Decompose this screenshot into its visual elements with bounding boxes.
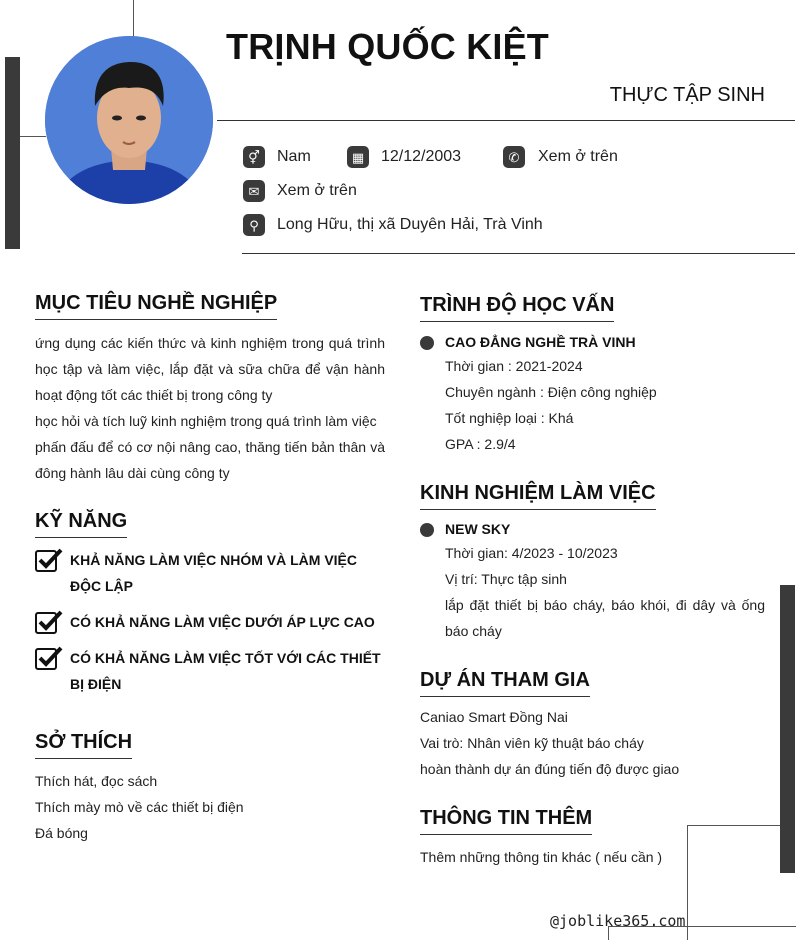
- school-name: CAO ĐẲNG NGHỀ TRÀ VINH: [445, 334, 636, 350]
- left-decor-line: [20, 136, 46, 137]
- hobby-item: Thích hát, đọc sách: [35, 773, 158, 789]
- objective-line: hoạt động tốt các thiết bị trong công ty: [35, 387, 273, 403]
- objective-title: MỤC TIÊU NGHỀ NGHIỆP: [35, 292, 277, 320]
- objective-line: học hỏi và tích luỹ kinh nghiệm trong quá trình làm việc: [35, 413, 377, 429]
- hobbies-list: [35, 768, 385, 846]
- calendar-icon: ▦: [347, 146, 369, 168]
- projects-title: DỰ ÁN THAM GIA: [420, 669, 590, 697]
- education-details: [445, 353, 775, 457]
- birthday-value: 12/12/2003: [381, 148, 462, 165]
- education-detail: GPA : 2.9/4: [445, 436, 516, 452]
- additional-text: Thêm những thông tin khác ( nếu cần ): [420, 849, 663, 865]
- objective-text: [35, 330, 385, 486]
- header-divider: [217, 120, 795, 121]
- experience-description: lắp đặt thiết bị báo cháy, báo khói, đi dây và ống báo cháy: [445, 597, 765, 639]
- hobby-item: Thích mày mò về các thiết bị điện: [35, 799, 244, 815]
- gender-value: Nam: [277, 148, 311, 165]
- gender-icon: ⚥: [243, 146, 265, 168]
- objective-line: ứng dụng các kiến thức và kinh nghiệm trong quá trình: [35, 335, 385, 351]
- check-icon: [35, 548, 63, 572]
- education-detail: Chuyên ngành : Điện công nghiệp: [445, 384, 657, 400]
- project-line: hoàn thành dự án đúng tiến độ được giao: [420, 761, 680, 777]
- bottom-decor-line-h: [687, 825, 780, 826]
- experience-period: Thời gian: 4/2023 - 10/2023: [445, 545, 618, 561]
- company-name: NEW SKY: [445, 521, 511, 537]
- objective-line: đông hành lâu dài cùng công ty: [35, 465, 230, 481]
- experience-title: KINH NGHIỆM LÀM VIỆC: [420, 482, 656, 510]
- address-value: Long Hữu, thị xã Duyên Hải, Trà Vinh: [277, 216, 543, 233]
- check-icon: [35, 646, 63, 670]
- phone-icon: ✆: [503, 146, 525, 168]
- experience-details: [445, 540, 765, 644]
- contact-divider: [242, 253, 795, 254]
- bullet-dot: [420, 523, 434, 537]
- candidate-name: TRỊNH QUỐC KIỆT: [226, 26, 549, 67]
- location-icon: ⚲: [243, 214, 265, 236]
- bottom-decor-line-v: [687, 825, 688, 940]
- top-decor-line: [133, 0, 134, 37]
- skill-item: CÓ KHẢ NĂNG LÀM VIỆC TỐT VỚI CÁC THIẾT BỊ ĐIỆN: [70, 650, 381, 692]
- additional-title: THÔNG TIN THÊM: [420, 807, 592, 835]
- projects-details: [420, 704, 760, 782]
- portrait-photo: [45, 36, 213, 204]
- hobbies-title: SỞ THÍCH: [35, 731, 132, 759]
- education-detail: Thời gian : 2021-2024: [445, 358, 583, 374]
- bullet-dot: [420, 336, 434, 350]
- portrait-illustration: [45, 36, 213, 204]
- right-decor-bar: [780, 585, 795, 873]
- email-value: Xem ở trên: [277, 182, 357, 199]
- skills-title: KỸ NĂNG: [35, 510, 127, 538]
- objective-line: học tập và làm việc, lắp đặt và sữa chữa để vận hành: [35, 361, 385, 377]
- experience-position: Vị trí: Thực tập sinh: [445, 571, 567, 587]
- check-icon: [35, 610, 63, 634]
- education-detail: Tốt nghiệp loại : Khá: [445, 410, 574, 426]
- job-title: THỰC TẬP SINH: [609, 84, 765, 106]
- objective-line: phấn đấu để có cơ nội nâng cao, thăng tiến bản thân và: [35, 439, 385, 455]
- project-line: Caniao Smart Đồng Nai: [420, 709, 568, 725]
- left-decor-bar: [5, 57, 20, 249]
- skill-item: KHẢ NĂNG LÀM VIỆC NHÓM VÀ LÀM VIỆC ĐỘC LẬP: [70, 552, 357, 594]
- phone-value: Xem ở trên: [538, 148, 618, 165]
- watermark: @joblike365.com: [550, 912, 686, 930]
- hobby-item: Đá bóng: [35, 825, 88, 841]
- project-line: Vai trò: Nhân viên kỹ thuật báo cháy: [420, 735, 644, 751]
- mail-icon: ✉: [243, 180, 265, 202]
- skill-item: CÓ KHẢ NĂNG LÀM VIỆC DƯỚI ÁP LỰC CAO: [70, 614, 375, 630]
- education-title: TRÌNH ĐỘ HỌC VẤN: [420, 294, 614, 322]
